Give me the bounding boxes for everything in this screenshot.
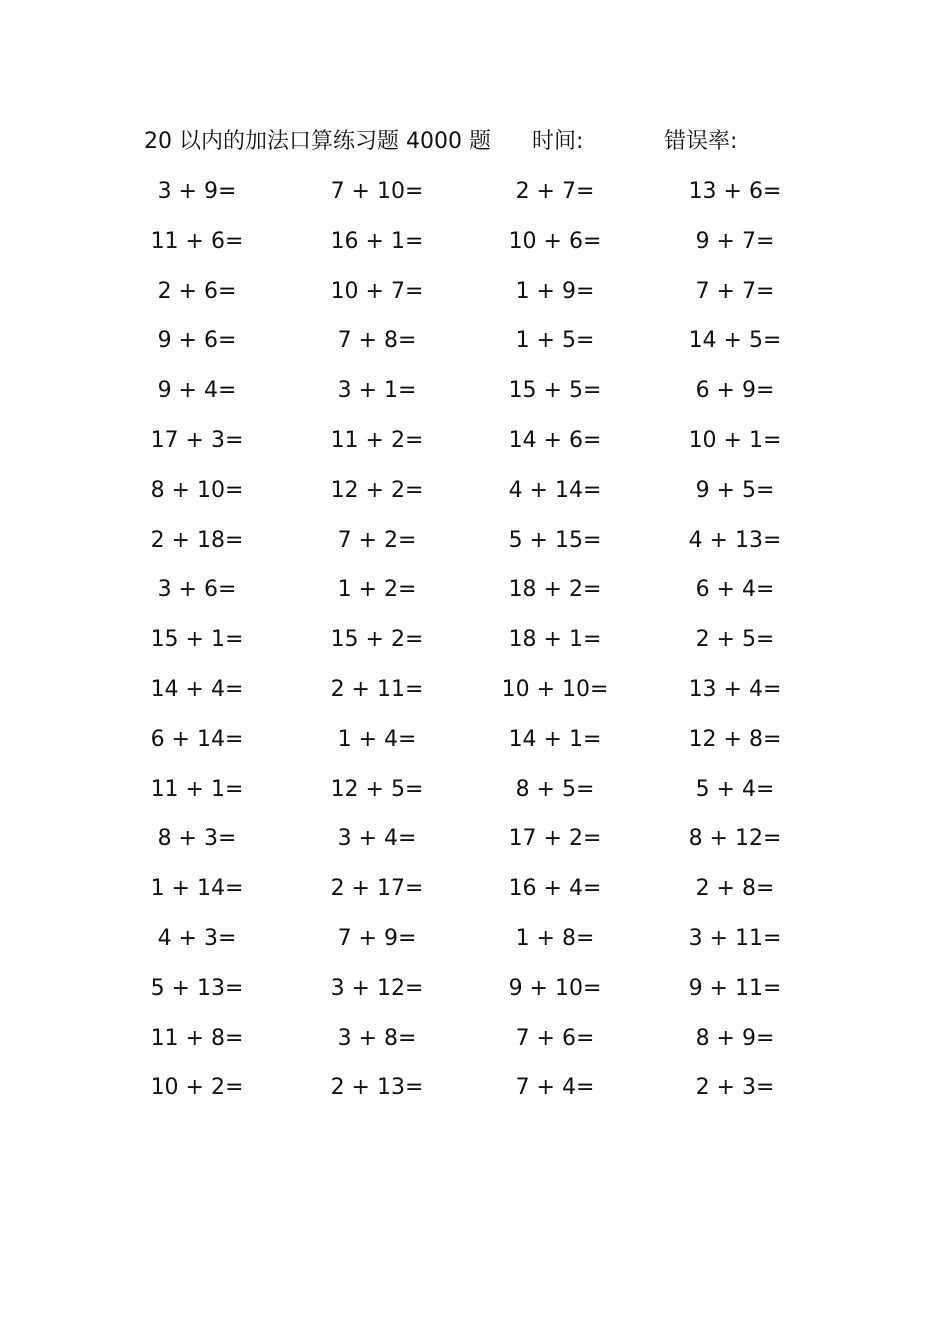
problem-row — [140, 720, 820, 770]
problem-item: 11 + 2= — [330, 427, 424, 453]
problem-item: 10 + 2= — [150, 1075, 244, 1101]
worksheet-header — [144, 124, 784, 160]
problem-item: 1 + 8= — [515, 925, 595, 951]
problem-item: 10 + 1= — [688, 427, 782, 453]
problem-item: 10 + 10= — [501, 676, 609, 702]
problem-item: 6 + 14= — [150, 726, 244, 752]
problem-grid — [140, 172, 820, 1118]
problem-item: 5 + 4= — [695, 776, 775, 802]
problem-item: 14 + 1= — [508, 726, 602, 752]
problem-item: 2 + 7= — [515, 179, 595, 204]
problem-item: 3 + 1= — [337, 378, 417, 404]
problem-item: 18 + 2= — [508, 577, 602, 603]
problem-item: 7 + 7= — [695, 278, 775, 304]
problem-item: 15 + 2= — [330, 627, 424, 653]
problem-item: 6 + 4= — [695, 577, 775, 603]
problem-item: 3 + 6= — [157, 577, 237, 603]
problem-item: 7 + 4= — [515, 1075, 595, 1101]
problem-item: 4 + 14= — [508, 477, 602, 503]
problem-item: 8 + 9= — [695, 1025, 775, 1051]
problem-row — [140, 620, 820, 670]
problem-item: 3 + 12= — [330, 975, 424, 1001]
problem-item: 5 + 13= — [150, 975, 244, 1001]
problem-item: 8 + 10= — [150, 477, 244, 503]
problem-row — [140, 321, 820, 371]
problem-item: 16 + 4= — [508, 876, 602, 902]
problem-row — [140, 421, 820, 471]
problem-item: 12 + 5= — [330, 776, 424, 802]
problem-item: 7 + 9= — [337, 925, 417, 951]
problem-item: 14 + 6= — [508, 427, 602, 453]
problem-item: 11 + 6= — [150, 228, 244, 254]
problem-row — [140, 1068, 820, 1118]
problem-item: 17 + 2= — [508, 826, 602, 852]
error-rate-label: 错误率: — [664, 129, 738, 154]
problem-row — [140, 521, 820, 571]
problem-item: 1 + 14= — [150, 876, 244, 902]
problem-item: 1 + 5= — [515, 328, 595, 354]
problem-item: 13 + 4= — [688, 676, 782, 702]
problem-item: 3 + 8= — [337, 1025, 417, 1051]
problem-item: 11 + 1= — [150, 776, 244, 802]
problem-item: 7 + 8= — [337, 328, 417, 354]
problem-item: 2 + 8= — [695, 876, 775, 902]
problem-item: 9 + 4= — [157, 378, 237, 404]
problem-item: 15 + 1= — [150, 627, 244, 653]
problem-item: 2 + 18= — [150, 527, 244, 553]
problem-row — [140, 670, 820, 720]
problem-item: 2 + 17= — [330, 876, 424, 902]
problem-item: 15 + 5= — [508, 378, 602, 404]
problem-item: 7 + 6= — [515, 1025, 595, 1051]
problem-item: 3 + 11= — [688, 925, 782, 951]
problem-item: 9 + 6= — [157, 328, 237, 354]
problem-row — [140, 1019, 820, 1069]
problem-item: 18 + 1= — [508, 627, 602, 653]
worksheet-title: 20 以内的加法口算练习题 4000 题 — [144, 129, 491, 154]
problem-item: 9 + 5= — [695, 477, 775, 503]
problem-item: 8 + 3= — [157, 826, 237, 852]
problem-item: 8 + 5= — [515, 776, 595, 802]
problem-row — [140, 371, 820, 421]
problem-item: 11 + 8= — [150, 1025, 244, 1051]
problem-item: 9 + 11= — [688, 975, 782, 1001]
problem-item: 5 + 15= — [508, 527, 602, 553]
problem-item: 8 + 12= — [688, 826, 782, 852]
problem-item: 13 + 6= — [688, 179, 782, 204]
problem-item: 9 + 7= — [695, 228, 775, 254]
problem-item: 14 + 5= — [688, 328, 782, 354]
problem-row — [140, 222, 820, 272]
problem-item: 3 + 9= — [157, 179, 237, 204]
problem-row — [140, 770, 820, 820]
problem-item: 2 + 6= — [157, 278, 237, 304]
problem-row — [140, 272, 820, 322]
problem-row — [140, 819, 820, 869]
problem-item: 2 + 13= — [330, 1075, 424, 1101]
problem-row — [140, 172, 820, 222]
problem-item: 16 + 1= — [330, 228, 424, 254]
problem-item: 12 + 2= — [330, 477, 424, 503]
problem-item: 12 + 8= — [688, 726, 782, 752]
problem-item: 3 + 4= — [337, 826, 417, 852]
time-label: 时间: — [532, 129, 584, 154]
problem-item: 1 + 2= — [337, 577, 417, 603]
problem-item: 7 + 2= — [337, 527, 417, 553]
problem-item: 14 + 4= — [150, 676, 244, 702]
problem-item: 2 + 11= — [330, 676, 424, 702]
problem-item: 2 + 3= — [695, 1075, 775, 1101]
problem-item: 9 + 10= — [508, 975, 602, 1001]
problem-item: 1 + 9= — [515, 278, 595, 304]
problem-item: 4 + 13= — [688, 527, 782, 553]
problem-item: 1 + 4= — [337, 726, 417, 752]
problem-item: 6 + 9= — [695, 378, 775, 404]
problem-item: 7 + 10= — [330, 179, 424, 204]
problem-row — [140, 570, 820, 620]
problem-row — [140, 919, 820, 969]
problem-item: 2 + 5= — [695, 627, 775, 653]
problem-item: 4 + 3= — [157, 925, 237, 951]
problem-row — [140, 471, 820, 521]
problem-item: 10 + 6= — [508, 228, 602, 254]
problem-row — [140, 969, 820, 1019]
problem-row — [140, 869, 820, 919]
problem-item: 17 + 3= — [150, 427, 244, 453]
problem-item: 10 + 7= — [330, 278, 424, 304]
